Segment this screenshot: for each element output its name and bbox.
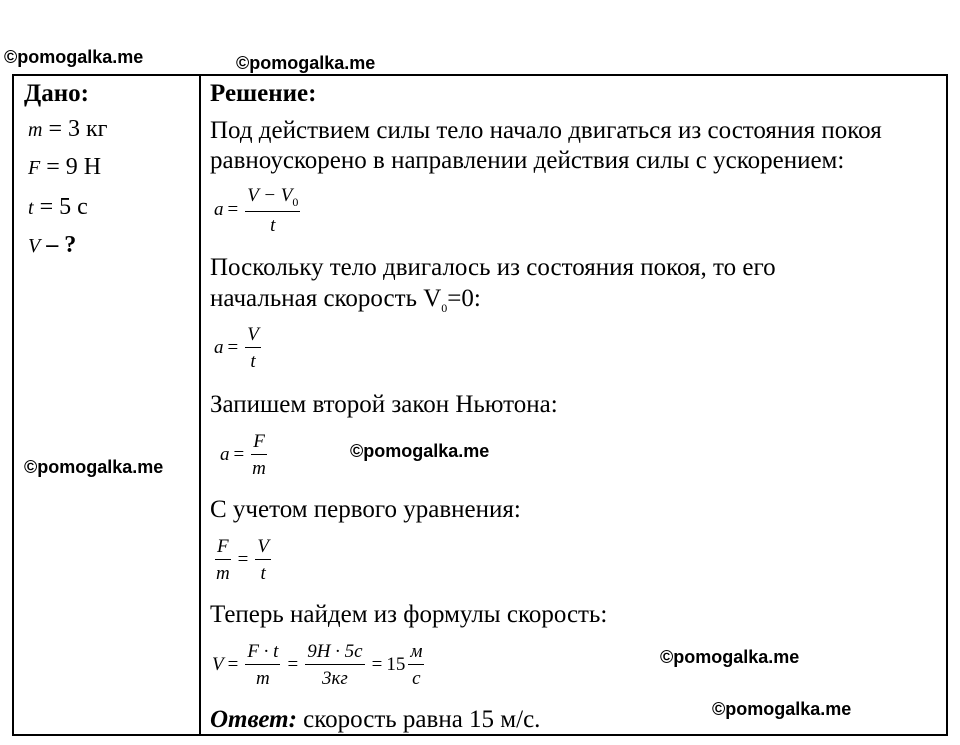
given-mass: m = 3 кг [28, 116, 108, 142]
paragraph-1-line-1: Под действием силы тело начало двигаться из состояния покоя [210, 117, 882, 144]
watermark: ©pomogalka.me [712, 699, 852, 719]
paragraph-3: Запишем второй закон Ньютона: [210, 391, 558, 418]
given-header: Дано: [24, 80, 89, 107]
formula-newton-second-law: a = $\frac{F}{m}$ [220, 431, 266, 479]
formula-velocity: V = $\frac{F \cdot t}{m}$ = $\frac{9H \cdot 5c}{3кг}$ = 15 $\frac{м}{с}$ [212, 641, 423, 689]
watermark: ©pomogalka.me [24, 457, 164, 477]
given-time: t = 5 с [28, 194, 88, 220]
formula-equation-combined: $\frac{F}{m}$ = $\frac{V}{t}$ [215, 536, 269, 584]
formula-acceleration: a = $\frac{V - V_0}{t}$ [214, 185, 299, 236]
given-force: F = 9 Н [28, 154, 102, 180]
watermark: ©pomogalka.me [350, 441, 490, 461]
solution-header: Решение: [210, 80, 317, 107]
column-divider [199, 74, 201, 736]
answer: Ответ: скорость равна 15 м/с. [210, 706, 541, 733]
formula-acceleration-simplified: a = $\frac{V}{t}$ [214, 324, 259, 372]
watermark: ©pomogalka.me [4, 47, 144, 67]
paragraph-2-line-1: Поскольку тело двигалось из состояния покоя, то его [210, 254, 776, 281]
paragraph-1-line-2: равноускорено в направлении действия силы с ускорением: [210, 147, 845, 174]
watermark: ©pomogalka.me [660, 647, 800, 667]
paragraph-5: Теперь найдем из формулы скорость: [210, 601, 608, 628]
watermark: ©pomogalka.me [236, 53, 376, 73]
paragraph-2-line-2: начальная скорость $V_0=0$: [210, 285, 481, 315]
given-unknown: V – ? [28, 232, 77, 258]
paragraph-4: С учетом первого уравнения: [210, 496, 521, 523]
